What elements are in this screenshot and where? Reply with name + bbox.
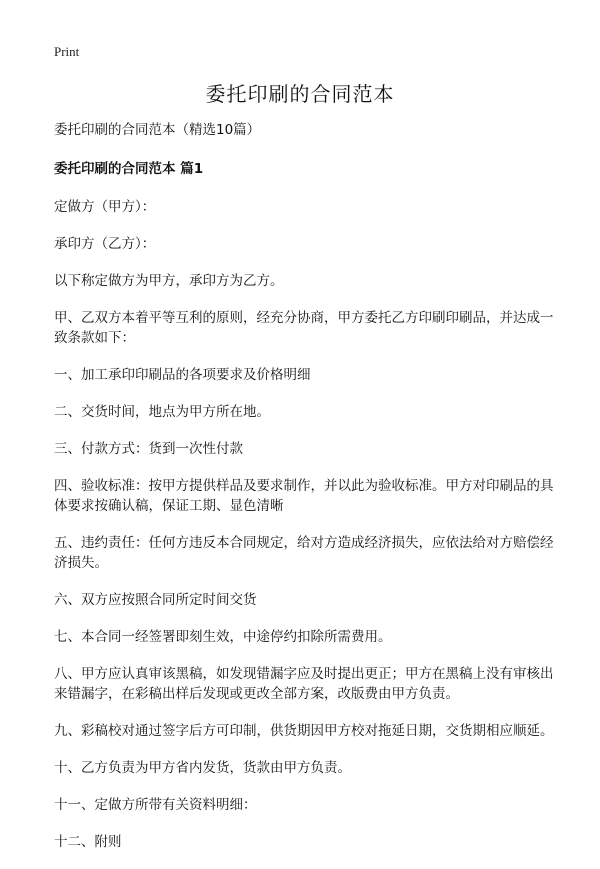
paragraph-party-a: 定做方（甲方）： [54, 199, 156, 215]
paragraph-preamble: 甲、乙双方本着平等互利的原则，经充分协商，甲方委托乙方印刷印刷品，并达成一致条款如下： [54, 310, 554, 346]
clause-7: 七、本合同一经签署即刻生效，中途停约扣除所需费用。 [54, 629, 392, 645]
clause-5: 五、违约责任：任何方违反本合同规定，给对方造成经济损失，应依法给对方赔偿经济损失。 [54, 535, 554, 571]
page-title: 委托印刷的合同范本 [205, 82, 395, 106]
clause-2: 二、交货时间，地点为甲方所在地。 [54, 404, 270, 420]
clause-6: 六、双方应按照合同所定时间交货 [54, 592, 257, 608]
paragraph-party-b: 承印方（乙方）： [54, 236, 156, 252]
document-body [54, 120, 554, 869]
clause-4: 四、验收标准：按甲方提供样品及要求制作，并以此为验收标准。甲方对印刷品的具体要求按确认稿，保证工期、显色清晰 [54, 478, 554, 514]
section-heading: 委托印刷的合同范本 篇1 [54, 161, 204, 177]
clause-1: 一、加工承印印刷品的各项要求及价格明细 [54, 367, 311, 383]
clause-10: 十、乙方负责为甲方省内发货，货款由甲方负责。 [54, 760, 351, 776]
document-subtitle: 委托印刷的合同范本（精选10篇） [54, 122, 261, 138]
paragraph-definitions: 以下称定做方为甲方，承印方为乙方。 [54, 273, 284, 289]
clause-8: 八、甲方应认真审该黑稿，如发现错漏字应及时提出更正；甲方在黑稿上没有审核出来错漏字，在彩稿出样后发现或更改全部方案，改版费由甲方负责。 [54, 666, 554, 702]
print-link[interactable]: Print [54, 44, 80, 59]
clause-9: 九、彩稿校对通过签字后方可印制，供货期因甲方校对拖延日期，交货期相应顺延。 [54, 723, 554, 739]
clause-12: 十二、附则 [54, 834, 122, 850]
clause-11: 十一、定做方所带有关资料明细： [54, 797, 257, 813]
clause-3: 三、付款方式：货到一次性付款 [54, 441, 243, 457]
